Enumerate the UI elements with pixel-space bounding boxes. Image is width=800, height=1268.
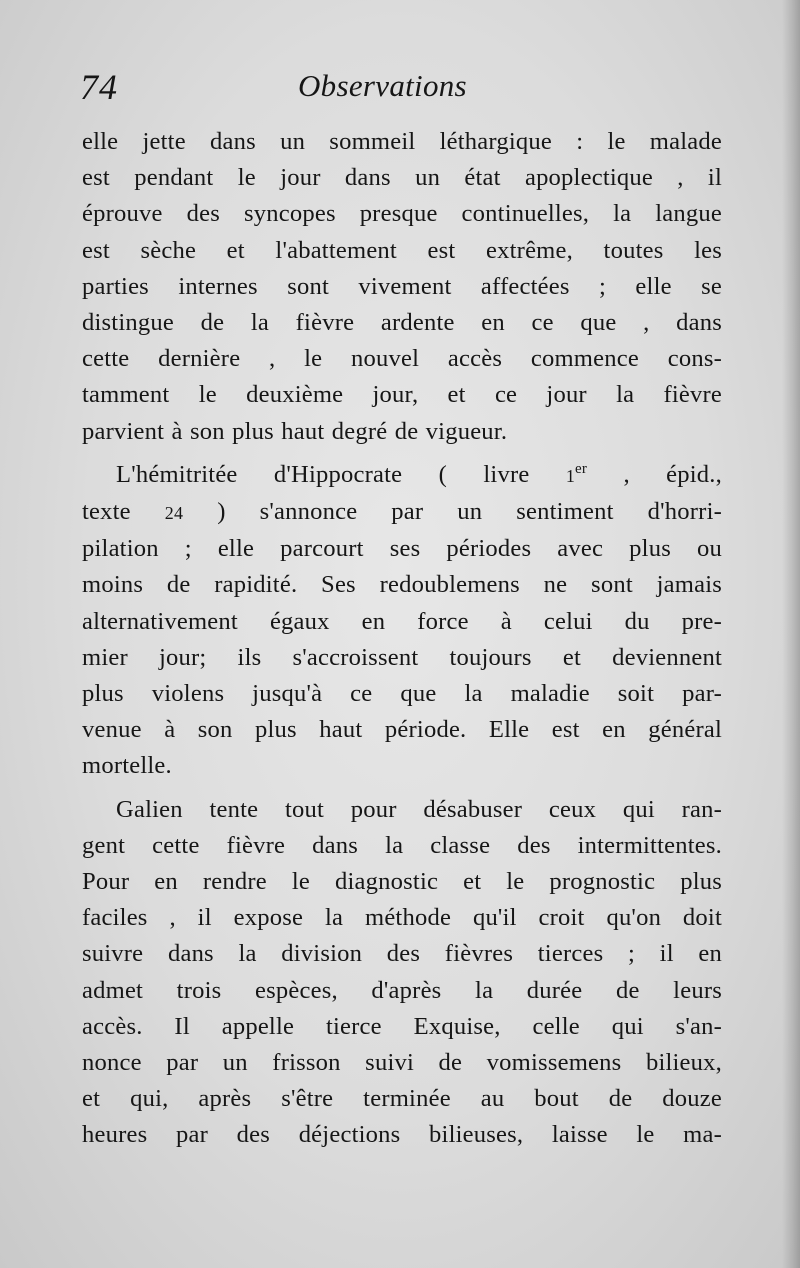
body-text xyxy=(82,124,722,1154)
text-line: est sèche et l'abattement est extrême, toutes les xyxy=(82,236,722,264)
page-number: 74 xyxy=(80,67,118,107)
text-line: heures par des déjections bilieuses, laisse le ma- xyxy=(82,1121,722,1149)
text-line: gent cette fièvre dans la classe des intermittentes. xyxy=(82,831,722,859)
text-line: faciles , il expose la méthode qu'il croit qu'on doit xyxy=(82,904,722,932)
text-segment: L'hémitritée d'Hippocrate ( livre xyxy=(116,460,566,488)
text-line: plus violens jusqu'à ce que la maladie soit par- xyxy=(82,680,722,708)
text-line: éprouve des syncopes presque continuelles, la langue xyxy=(82,200,722,228)
text-segment: texte xyxy=(82,498,165,526)
text-line: nonce par un frisson suivi de vomissemens bilieux, xyxy=(82,1049,722,1077)
text-line: admet trois espèces, d'après la durée de leurs xyxy=(82,976,722,1004)
running-title: Observations xyxy=(298,68,467,103)
text-line: parvient à son plus haut degré de vigueur. xyxy=(82,417,508,445)
page-header xyxy=(80,66,720,116)
paragraph-3 xyxy=(82,792,722,1154)
text-line xyxy=(82,494,722,531)
text-segment: ) s'annonce par un sentiment d'horri- xyxy=(183,498,722,526)
ordinal-superscript: er xyxy=(575,460,588,477)
text-segment: , épid., xyxy=(587,460,722,488)
text-line: mortelle. xyxy=(82,752,172,780)
text-line: suivre dans la division des fièvres tierces ; il en xyxy=(82,940,722,968)
ordinal-number: 1 xyxy=(565,465,576,486)
text-line xyxy=(82,457,722,494)
text-line: moins de rapidité. Ses redoublemens ne sont jamais xyxy=(82,571,722,599)
page-edge-shadow xyxy=(782,0,800,1268)
text-line: parties internes sont vivement affectées ; elle se xyxy=(82,272,722,300)
text-line: distingue de la fièvre ardente en ce que , dans xyxy=(82,309,722,337)
text-line: Galien tente tout pour désabuser ceux qui ran- xyxy=(116,795,722,823)
text-line: accès. Il appelle tierce Exquise, celle qui s'an- xyxy=(82,1012,722,1040)
text-line: venue à son plus haut période. Elle est en général xyxy=(82,716,722,744)
paragraph-2 xyxy=(82,457,722,785)
text-line: Pour en rendre le diagnostic et le prognostic plus xyxy=(82,868,722,896)
text-number: 24 xyxy=(164,503,184,524)
text-line: cette dernière , le nouvel accès commence cons- xyxy=(82,345,722,373)
text-line: et qui, après s'être terminée au bout de douze xyxy=(82,1085,722,1113)
text-line: mier jour; ils s'accroissent toujours et deviennent xyxy=(82,643,722,671)
text-line: elle jette dans un sommeil léthargique : le malade xyxy=(82,128,722,155)
text-line: est pendant le jour dans un état apoplectique , il xyxy=(82,164,722,192)
paragraph-1 xyxy=(82,124,722,450)
text-line: pilation ; elle parcourt ses périodes avec plus ou xyxy=(82,535,722,563)
text-line: alternativement égaux en force à celui du pre- xyxy=(82,607,722,635)
text-line: tamment le deuxième jour, et ce jour la fièvre xyxy=(82,381,722,409)
